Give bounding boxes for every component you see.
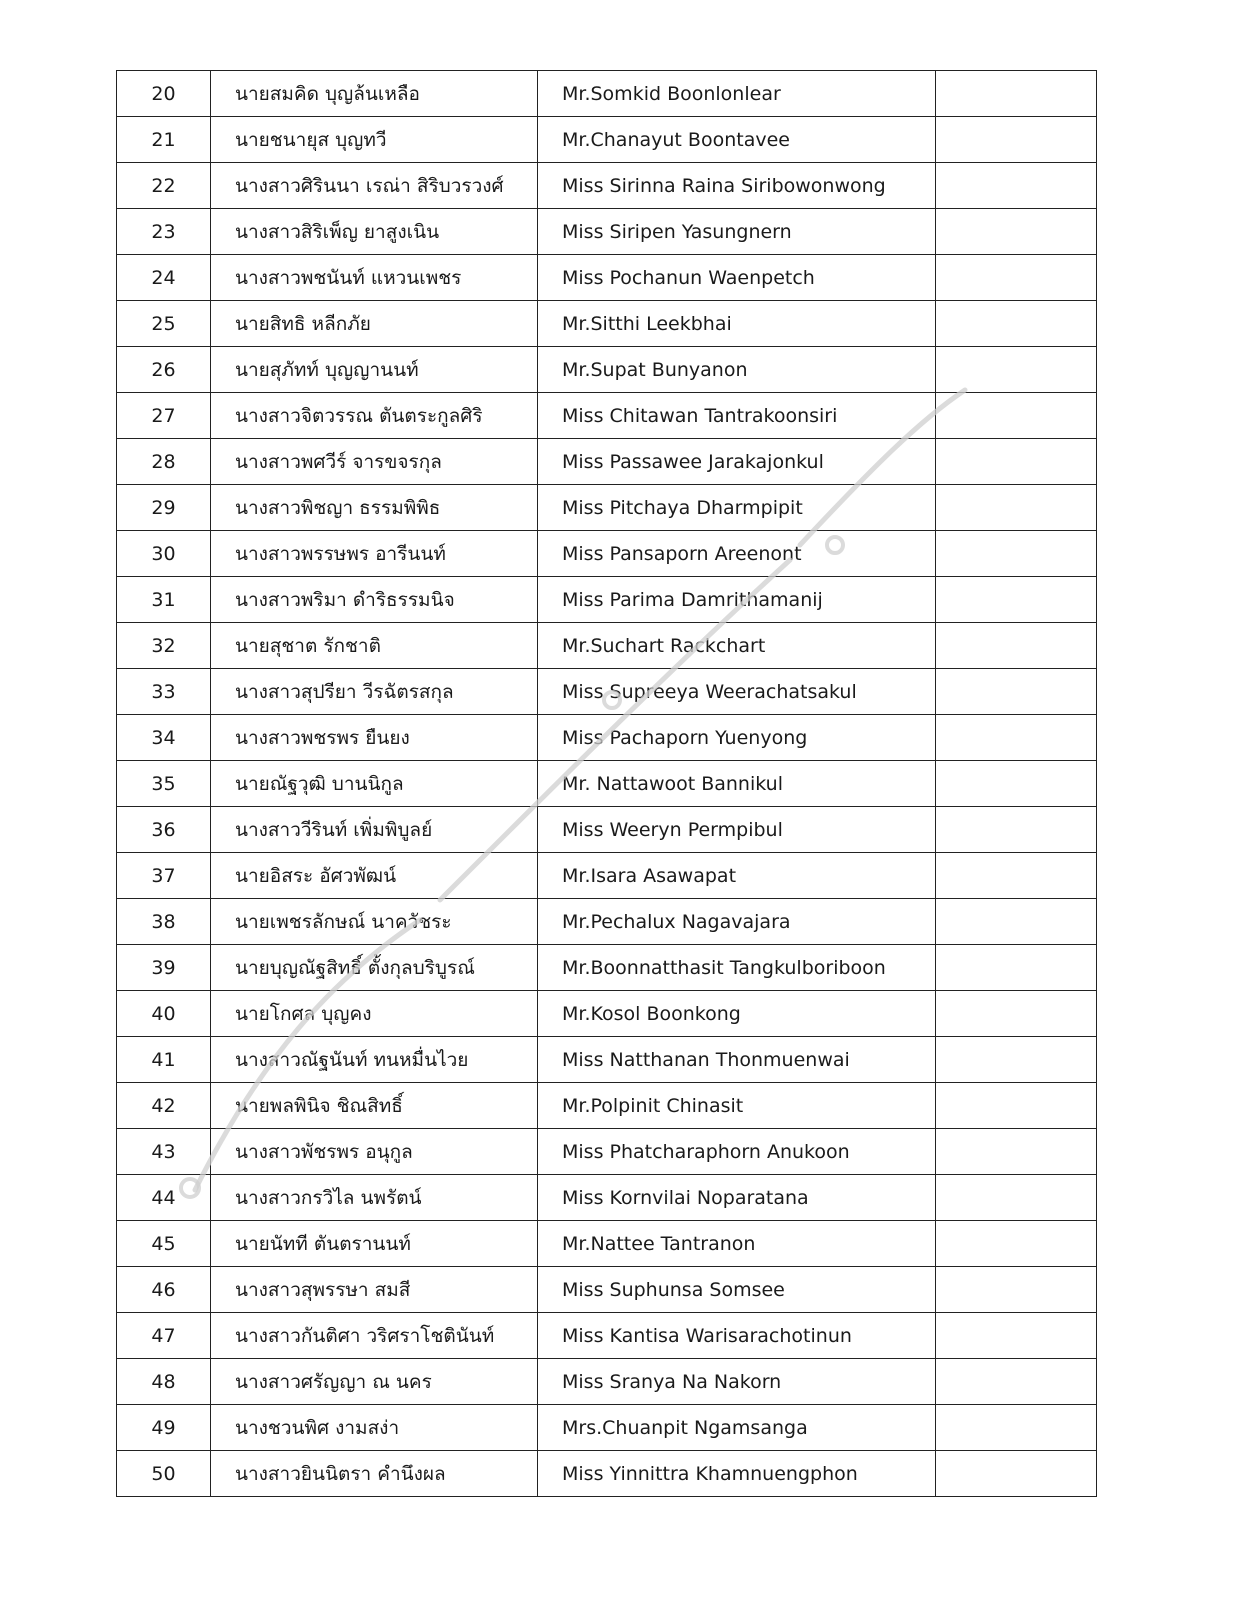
thai-name-cell: นางสาวกรวิไล นพรัตน์ <box>211 1175 538 1221</box>
english-name-cell: Miss Suphunsa Somsee <box>538 1267 936 1313</box>
note-cell <box>936 991 1097 1037</box>
row-number-cell: 31 <box>117 577 211 623</box>
row-number-cell: 48 <box>117 1359 211 1405</box>
table-row <box>117 899 1097 945</box>
row-number-cell: 26 <box>117 347 211 393</box>
english-name-cell: Miss Phatcharaphorn Anukoon <box>538 1129 936 1175</box>
english-name-cell: Mr.Pechalux Nagavajara <box>538 899 936 945</box>
note-cell <box>936 1267 1097 1313</box>
table-row <box>117 577 1097 623</box>
table-row <box>117 715 1097 761</box>
english-name-cell: Miss Siripen Yasungnern <box>538 209 936 255</box>
english-name-cell: Mr.Supat Bunyanon <box>538 347 936 393</box>
table-row <box>117 163 1097 209</box>
thai-name-cell: นางสาวพศวีร์ จารขจรกุล <box>211 439 538 485</box>
english-name-cell: Mr.Polpinit Chinasit <box>538 1083 936 1129</box>
row-number-cell: 33 <box>117 669 211 715</box>
row-number-cell: 39 <box>117 945 211 991</box>
table-row <box>117 439 1097 485</box>
table-row <box>117 531 1097 577</box>
thai-name-cell: นายพลพินิจ ชิณสิทธิ์ <box>211 1083 538 1129</box>
english-name-cell: Miss Supreeya Weerachatsakul <box>538 669 936 715</box>
note-cell <box>936 899 1097 945</box>
row-number-cell: 22 <box>117 163 211 209</box>
english-name-cell: Miss Kantisa Warisarachotinun <box>538 1313 936 1359</box>
table-row <box>117 669 1097 715</box>
table-row <box>117 991 1097 1037</box>
table-row <box>117 301 1097 347</box>
note-cell <box>936 209 1097 255</box>
note-cell <box>936 761 1097 807</box>
row-number-cell: 41 <box>117 1037 211 1083</box>
thai-name-cell: นายสุภัทท์ บุญญานนท์ <box>211 347 538 393</box>
english-name-cell: Miss Kornvilai Noparatana <box>538 1175 936 1221</box>
table-row <box>117 117 1097 163</box>
table-row <box>117 623 1097 669</box>
thai-name-cell: นายสมคิด บุญล้นเหลือ <box>211 71 538 117</box>
table-row <box>117 1359 1097 1405</box>
english-name-cell: Miss Pansaporn Areenont <box>538 531 936 577</box>
table-row <box>117 71 1097 117</box>
note-cell <box>936 577 1097 623</box>
table-row <box>117 1267 1097 1313</box>
row-number-cell: 34 <box>117 715 211 761</box>
roster-body <box>117 71 1097 1497</box>
english-name-cell: Mr.Boonnatthasit Tangkulboriboon <box>538 945 936 991</box>
english-name-cell: Mr.Sitthi Leekbhai <box>538 301 936 347</box>
table-row <box>117 807 1097 853</box>
table-row <box>117 1037 1097 1083</box>
note-cell <box>936 531 1097 577</box>
note-cell <box>936 807 1097 853</box>
row-number-cell: 25 <box>117 301 211 347</box>
table-row <box>117 1175 1097 1221</box>
row-number-cell: 27 <box>117 393 211 439</box>
note-cell <box>936 945 1097 991</box>
row-number-cell: 30 <box>117 531 211 577</box>
row-number-cell: 42 <box>117 1083 211 1129</box>
note-cell <box>936 623 1097 669</box>
thai-name-cell: นางสาวยินนิตรา คำนึงผล <box>211 1451 538 1497</box>
row-number-cell: 29 <box>117 485 211 531</box>
note-cell <box>936 71 1097 117</box>
note-cell <box>936 117 1097 163</box>
english-name-cell: Miss Parima Damrithamanij <box>538 577 936 623</box>
english-name-cell: Miss Pitchaya Dharmpipit <box>538 485 936 531</box>
table-row <box>117 393 1097 439</box>
english-name-cell: Miss Yinnittra Khamnuengphon <box>538 1451 936 1497</box>
thai-name-cell: นางสาวณัฐนันท์ ทนหมื่นไวย <box>211 1037 538 1083</box>
note-cell <box>936 1129 1097 1175</box>
thai-name-cell: นายอิสระ อัศวพัฒน์ <box>211 853 538 899</box>
thai-name-cell: นางสาววีรินท์ เพิ่มพิบูลย์ <box>211 807 538 853</box>
note-cell <box>936 1175 1097 1221</box>
note-cell <box>936 439 1097 485</box>
row-number-cell: 21 <box>117 117 211 163</box>
note-cell <box>936 853 1097 899</box>
table-row <box>117 1451 1097 1497</box>
english-name-cell: Mr.Suchart Rackchart <box>538 623 936 669</box>
row-number-cell: 47 <box>117 1313 211 1359</box>
english-name-cell: Mr. Nattawoot Bannikul <box>538 761 936 807</box>
thai-name-cell: นางสาวกันติศา วริศราโชตินันท์ <box>211 1313 538 1359</box>
english-name-cell: Mr.Isara Asawapat <box>538 853 936 899</box>
table-row <box>117 761 1097 807</box>
note-cell <box>936 393 1097 439</box>
note-cell <box>936 255 1097 301</box>
note-cell <box>936 485 1097 531</box>
row-number-cell: 44 <box>117 1175 211 1221</box>
thai-name-cell: นางสาวสิริเพ็ญ ยาสูงเนิน <box>211 209 538 255</box>
table-row <box>117 1221 1097 1267</box>
row-number-cell: 28 <box>117 439 211 485</box>
english-name-cell: Miss Natthanan Thonmuenwai <box>538 1037 936 1083</box>
thai-name-cell: นายบุญณัฐสิทธิ์ ตั้งกุลบริบูรณ์ <box>211 945 538 991</box>
note-cell <box>936 1083 1097 1129</box>
note-cell <box>936 1359 1097 1405</box>
thai-name-cell: นางสาวพชรพร ยืนยง <box>211 715 538 761</box>
english-name-cell: Mr.Kosol Boonkong <box>538 991 936 1037</box>
english-name-cell: Mr.Somkid Boonlonlear <box>538 71 936 117</box>
thai-name-cell: นายโกศล บุญคง <box>211 991 538 1037</box>
thai-name-cell: นางสาวพัชรพร อนุกูล <box>211 1129 538 1175</box>
english-name-cell: Miss Sranya Na Nakorn <box>538 1359 936 1405</box>
table-row <box>117 945 1097 991</box>
thai-name-cell: นายชนายุส บุญทวี <box>211 117 538 163</box>
english-name-cell: Mr.Chanayut Boontavee <box>538 117 936 163</box>
thai-name-cell: นายนัทที ตันตรานนท์ <box>211 1221 538 1267</box>
table-row <box>117 485 1097 531</box>
row-number-cell: 35 <box>117 761 211 807</box>
row-number-cell: 23 <box>117 209 211 255</box>
english-name-cell: Miss Chitawan Tantrakoonsiri <box>538 393 936 439</box>
table-row <box>117 1129 1097 1175</box>
thai-name-cell: นางสาวศรัญญา ณ นคร <box>211 1359 538 1405</box>
english-name-cell: Miss Weeryn Permpibul <box>538 807 936 853</box>
row-number-cell: 38 <box>117 899 211 945</box>
row-number-cell: 32 <box>117 623 211 669</box>
english-name-cell: Mrs.Chuanpit Ngamsanga <box>538 1405 936 1451</box>
note-cell <box>936 301 1097 347</box>
thai-name-cell: นายเพชรลักษณ์ นาควัชระ <box>211 899 538 945</box>
thai-name-cell: นางชวนพิศ งามสง่า <box>211 1405 538 1451</box>
note-cell <box>936 1405 1097 1451</box>
row-number-cell: 50 <box>117 1451 211 1497</box>
thai-name-cell: นางสาวพริมา ดำริธรรมนิจ <box>211 577 538 623</box>
thai-name-cell: นางสาวสุพรรษา สมสี <box>211 1267 538 1313</box>
note-cell <box>936 347 1097 393</box>
note-cell <box>936 715 1097 761</box>
english-name-cell: Miss Passawee Jarakajonkul <box>538 439 936 485</box>
note-cell <box>936 1037 1097 1083</box>
thai-name-cell: นางสาวพิชญา ธรรมพิพิธ <box>211 485 538 531</box>
table-row <box>117 1083 1097 1129</box>
table-row <box>117 347 1097 393</box>
note-cell <box>936 1451 1097 1497</box>
thai-name-cell: นายณัฐวุฒิ บานนิกูล <box>211 761 538 807</box>
table-row <box>117 853 1097 899</box>
row-number-cell: 40 <box>117 991 211 1037</box>
english-name-cell: Miss Pochanun Waenpetch <box>538 255 936 301</box>
english-name-cell: Miss Sirinna Raina Siribowonwong <box>538 163 936 209</box>
note-cell <box>936 163 1097 209</box>
row-number-cell: 45 <box>117 1221 211 1267</box>
row-number-cell: 43 <box>117 1129 211 1175</box>
english-name-cell: Mr.Nattee Tantranon <box>538 1221 936 1267</box>
thai-name-cell: นายสิทธิ หลีกภัย <box>211 301 538 347</box>
thai-name-cell: นางสาวพชนันท์ แหวนเพชร <box>211 255 538 301</box>
name-roster-table <box>116 70 1097 1497</box>
thai-name-cell: นางสาวศิรินนา เรณ่า สิริบวรวงศ์ <box>211 163 538 209</box>
row-number-cell: 37 <box>117 853 211 899</box>
note-cell <box>936 669 1097 715</box>
thai-name-cell: นางสาวพรรษพร อารีนนท์ <box>211 531 538 577</box>
note-cell <box>936 1221 1097 1267</box>
row-number-cell: 49 <box>117 1405 211 1451</box>
row-number-cell: 36 <box>117 807 211 853</box>
row-number-cell: 20 <box>117 71 211 117</box>
thai-name-cell: นายสุชาต รักชาติ <box>211 623 538 669</box>
row-number-cell: 24 <box>117 255 211 301</box>
row-number-cell: 46 <box>117 1267 211 1313</box>
thai-name-cell: นางสาวจิตวรรณ ตันตระกูลศิริ <box>211 393 538 439</box>
table-row <box>117 1313 1097 1359</box>
table-row <box>117 1405 1097 1451</box>
table-row <box>117 209 1097 255</box>
english-name-cell: Miss Pachaporn Yuenyong <box>538 715 936 761</box>
note-cell <box>936 1313 1097 1359</box>
table-row <box>117 255 1097 301</box>
thai-name-cell: นางสาวสุปรียา วีรฉัตรสกุล <box>211 669 538 715</box>
